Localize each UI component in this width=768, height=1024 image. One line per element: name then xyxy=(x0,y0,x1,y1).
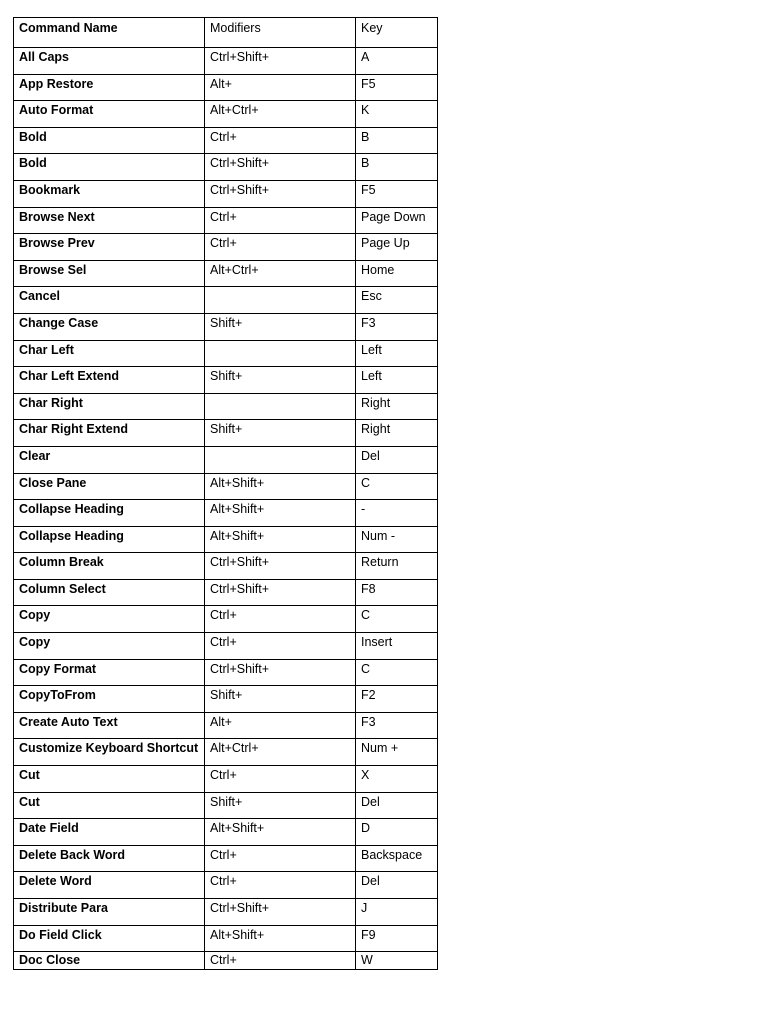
key-cell: B xyxy=(356,154,438,181)
key-cell: Right xyxy=(356,393,438,420)
table-row xyxy=(14,313,438,340)
key-cell: Right xyxy=(356,420,438,447)
key-cell: F8 xyxy=(356,579,438,606)
table-row xyxy=(14,393,438,420)
key-cell: Del xyxy=(356,872,438,899)
modifiers-cell: Ctrl+ xyxy=(205,766,356,793)
modifiers-cell xyxy=(205,287,356,314)
command-name-cell: Do Field Click xyxy=(14,925,205,952)
modifiers-cell: Alt+Ctrl+ xyxy=(205,101,356,128)
key-cell: Home xyxy=(356,260,438,287)
command-name-cell: All Caps xyxy=(14,48,205,75)
table-body xyxy=(14,48,438,970)
table-row xyxy=(14,287,438,314)
modifiers-cell: Alt+Shift+ xyxy=(205,819,356,846)
table-row xyxy=(14,819,438,846)
command-name-cell: Char Left Extend xyxy=(14,367,205,394)
key-cell: Insert xyxy=(356,633,438,660)
command-name-cell: Bold xyxy=(14,154,205,181)
command-name-cell: Browse Next xyxy=(14,207,205,234)
command-name-cell: Bookmark xyxy=(14,180,205,207)
key-cell: W xyxy=(356,952,438,970)
table-row xyxy=(14,101,438,128)
table-row xyxy=(14,606,438,633)
key-cell: F3 xyxy=(356,313,438,340)
command-name-cell: Char Left xyxy=(14,340,205,367)
command-name-cell: Date Field xyxy=(14,819,205,846)
table-row xyxy=(14,579,438,606)
table-row xyxy=(14,952,438,970)
table-row xyxy=(14,74,438,101)
modifiers-cell: Ctrl+ xyxy=(205,606,356,633)
command-name-cell: Auto Format xyxy=(14,101,205,128)
modifiers-cell xyxy=(205,393,356,420)
table-row xyxy=(14,686,438,713)
key-cell: Backspace xyxy=(356,845,438,872)
modifiers-cell xyxy=(205,340,356,367)
key-cell: Return xyxy=(356,553,438,580)
table-row xyxy=(14,48,438,75)
command-name-cell: Copy xyxy=(14,606,205,633)
header-command-name: Command Name xyxy=(14,18,205,48)
key-cell: Page Up xyxy=(356,234,438,261)
shortcut-table xyxy=(13,17,438,970)
key-cell: K xyxy=(356,101,438,128)
table-row xyxy=(14,792,438,819)
key-cell: F5 xyxy=(356,180,438,207)
key-cell: Left xyxy=(356,367,438,394)
command-name-cell: Char Right Extend xyxy=(14,420,205,447)
table-row xyxy=(14,367,438,394)
command-name-cell: Cut xyxy=(14,766,205,793)
command-name-cell: Bold xyxy=(14,127,205,154)
table-row xyxy=(14,500,438,527)
command-name-cell: Collapse Heading xyxy=(14,526,205,553)
modifiers-cell: Ctrl+ xyxy=(205,872,356,899)
modifiers-cell: Shift+ xyxy=(205,792,356,819)
command-name-cell: Customize Keyboard Shortcut xyxy=(14,739,205,766)
key-cell: F5 xyxy=(356,74,438,101)
header-row xyxy=(14,18,438,48)
command-name-cell: Copy xyxy=(14,633,205,660)
modifiers-cell: Shift+ xyxy=(205,686,356,713)
command-name-cell: Cancel xyxy=(14,287,205,314)
modifiers-cell: Alt+ xyxy=(205,712,356,739)
table-row xyxy=(14,260,438,287)
table-row xyxy=(14,154,438,181)
key-cell: Del xyxy=(356,446,438,473)
modifiers-cell: Ctrl+Shift+ xyxy=(205,659,356,686)
modifiers-cell: Ctrl+Shift+ xyxy=(205,553,356,580)
command-name-cell: Browse Prev xyxy=(14,234,205,261)
key-cell: F3 xyxy=(356,712,438,739)
command-name-cell: App Restore xyxy=(14,74,205,101)
table-row xyxy=(14,766,438,793)
table-row xyxy=(14,845,438,872)
table-row xyxy=(14,872,438,899)
modifiers-cell: Shift+ xyxy=(205,313,356,340)
key-cell: A xyxy=(356,48,438,75)
modifiers-cell: Alt+Shift+ xyxy=(205,925,356,952)
table-row xyxy=(14,633,438,660)
modifiers-cell: Ctrl+ xyxy=(205,633,356,660)
command-name-cell: Browse Sel xyxy=(14,260,205,287)
modifiers-cell: Ctrl+ xyxy=(205,127,356,154)
table-row xyxy=(14,899,438,926)
command-name-cell: Column Select xyxy=(14,579,205,606)
key-cell: Num + xyxy=(356,739,438,766)
table-row xyxy=(14,234,438,261)
modifiers-cell: Ctrl+Shift+ xyxy=(205,48,356,75)
table-row xyxy=(14,526,438,553)
key-cell: Esc xyxy=(356,287,438,314)
key-cell: Num - xyxy=(356,526,438,553)
table-row xyxy=(14,473,438,500)
modifiers-cell: Ctrl+Shift+ xyxy=(205,180,356,207)
command-name-cell: Close Pane xyxy=(14,473,205,500)
header-modifiers: Modifiers xyxy=(205,18,356,48)
modifiers-cell: Ctrl+Shift+ xyxy=(205,899,356,926)
key-cell: - xyxy=(356,500,438,527)
table-row xyxy=(14,553,438,580)
key-cell: J xyxy=(356,899,438,926)
command-name-cell: CopyToFrom xyxy=(14,686,205,713)
command-name-cell: Clear xyxy=(14,446,205,473)
modifiers-cell: Alt+Ctrl+ xyxy=(205,260,356,287)
command-name-cell: Create Auto Text xyxy=(14,712,205,739)
modifiers-cell: Ctrl+ xyxy=(205,207,356,234)
table-row xyxy=(14,127,438,154)
modifiers-cell: Shift+ xyxy=(205,367,356,394)
table-row xyxy=(14,420,438,447)
table-row xyxy=(14,659,438,686)
key-cell: C xyxy=(356,473,438,500)
modifiers-cell: Alt+Shift+ xyxy=(205,500,356,527)
modifiers-cell: Ctrl+Shift+ xyxy=(205,154,356,181)
key-cell: X xyxy=(356,766,438,793)
command-name-cell: Delete Word xyxy=(14,872,205,899)
key-cell: Del xyxy=(356,792,438,819)
modifiers-cell: Shift+ xyxy=(205,420,356,447)
modifiers-cell: Alt+ xyxy=(205,74,356,101)
command-name-cell: Copy Format xyxy=(14,659,205,686)
key-cell: F9 xyxy=(356,925,438,952)
key-cell: C xyxy=(356,659,438,686)
command-name-cell: Column Break xyxy=(14,553,205,580)
modifiers-cell: Alt+Ctrl+ xyxy=(205,739,356,766)
key-cell: F2 xyxy=(356,686,438,713)
command-name-cell: Change Case xyxy=(14,313,205,340)
modifiers-cell xyxy=(205,446,356,473)
key-cell: B xyxy=(356,127,438,154)
key-cell: C xyxy=(356,606,438,633)
header-key: Key xyxy=(356,18,438,48)
key-cell: Left xyxy=(356,340,438,367)
command-name-cell: Collapse Heading xyxy=(14,500,205,527)
modifiers-cell: Ctrl+ xyxy=(205,234,356,261)
table-row xyxy=(14,739,438,766)
table-row xyxy=(14,712,438,739)
modifiers-cell: Ctrl+ xyxy=(205,952,356,970)
command-name-cell: Char Right xyxy=(14,393,205,420)
table-row xyxy=(14,180,438,207)
table-row xyxy=(14,207,438,234)
modifiers-cell: Ctrl+ xyxy=(205,845,356,872)
key-cell: Page Down xyxy=(356,207,438,234)
command-name-cell: Cut xyxy=(14,792,205,819)
command-name-cell: Distribute Para xyxy=(14,899,205,926)
modifiers-cell: Ctrl+Shift+ xyxy=(205,579,356,606)
table-header xyxy=(14,18,438,48)
table-row xyxy=(14,925,438,952)
command-name-cell: Doc Close xyxy=(14,952,205,970)
command-name-cell: Delete Back Word xyxy=(14,845,205,872)
table-row xyxy=(14,340,438,367)
key-cell: D xyxy=(356,819,438,846)
table-row xyxy=(14,446,438,473)
modifiers-cell: Alt+Shift+ xyxy=(205,526,356,553)
modifiers-cell: Alt+Shift+ xyxy=(205,473,356,500)
